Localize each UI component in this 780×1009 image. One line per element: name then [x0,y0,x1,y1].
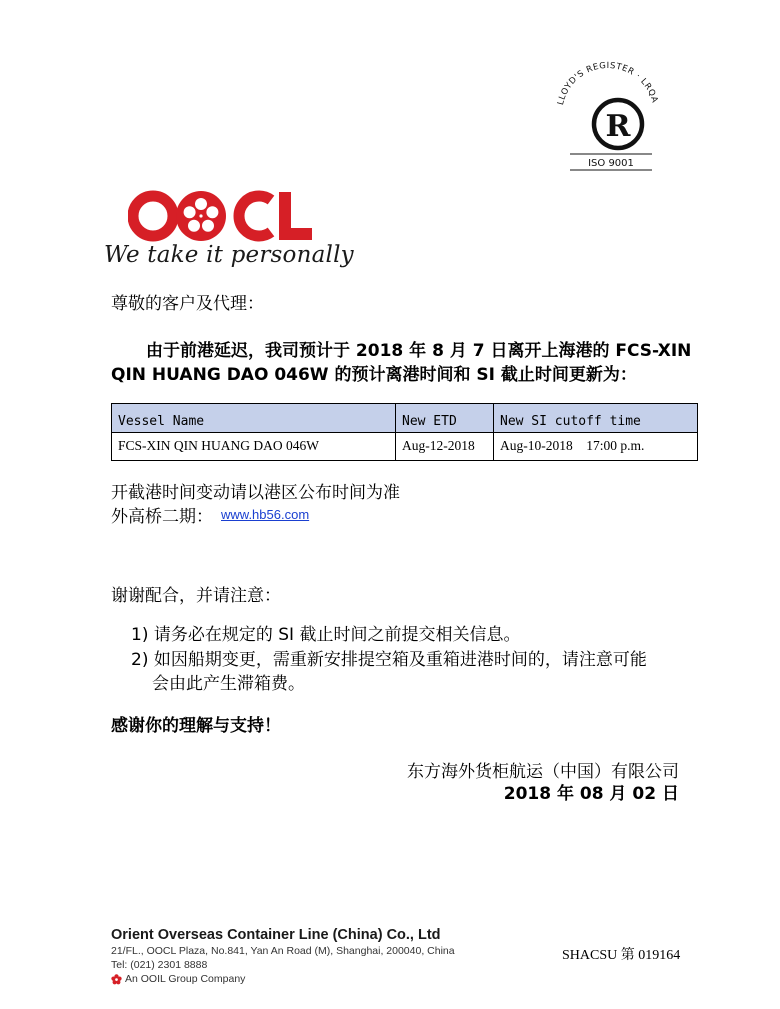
vessel-schedule-table [111,403,698,461]
header-new-etd: New ETD [396,404,494,433]
closing-remark: 感谢你的理解与支持！ [111,716,281,736]
table-header-row [112,404,698,433]
port-notice: 开截港时间变动请以港区公布时间为准 [111,483,400,503]
intro-line-2: QIN HUANG DAO 046W 的预计离港时间和 SI 截止时间更新为： [111,365,637,385]
footer-company-name: Orient Overseas Container Line (China) Co., Ltd [111,927,441,943]
footer-group [111,973,245,985]
cell-vessel-name: FCS-XIN QIN HUANG DAO 046W [112,433,396,461]
brand-tagline: We take it personally [104,242,354,268]
group-flower-icon [111,974,122,985]
footer-address: 21/FL., OOCL Plaza, No.841, Yan An Road (M), Shanghai, 200040, China [111,945,455,957]
document-number: SHACSU 第 019164 [562,948,681,963]
terminal-website-link[interactable]: www.hb56.com [221,507,310,522]
iso-standard-label: ISO 9001 [588,158,634,169]
table-row [112,433,698,461]
list-item: 2) 如因船期变更，需重新安排提空箱及重箱进港时间的，请注意可能 [131,650,647,670]
header-new-si-cutoff: New SI cutoff time [494,404,698,433]
footer-telephone: Tel: (021) 2301 8888 [111,959,208,971]
intro-line-1: 由于前港延迟，我司预计于 2018 年 8 月 7 日离开上海港的 FCS-XIN [146,341,692,361]
terminal-label: 外高桥二期： [111,507,213,527]
company-name-chinese: 东方海外货柜航运（中国）有限公司 [407,762,679,782]
thanks-heading: 谢谢配合，并请注意： [111,586,281,606]
cell-new-si-cutoff: Aug-10-2018 17:00 p.m. [494,433,698,461]
header-vessel-name: Vessel Name [112,404,396,433]
intro-paragraph [111,339,711,387]
oocl-logo [128,190,313,242]
letter-date: 2018 年 08 月 02 日 [503,784,679,804]
list-item-continuation: 会由此产生滞箱费。 [152,674,305,694]
salutation: 尊敬的客户及代理： [111,294,264,314]
list-item: 1) 请务必在规定的 SI 截止时间之前提交相关信息。 [131,625,521,645]
iso-9001-seal [548,52,668,180]
svg-text:LLOYD'S REGISTER · LRQA: LLOYD'S REGISTER · LRQA [555,60,660,107]
cell-new-etd: Aug-12-2018 [396,433,494,461]
footer-group-label: An OOIL Group Company [125,973,246,985]
svg-text:R: R [605,109,631,144]
